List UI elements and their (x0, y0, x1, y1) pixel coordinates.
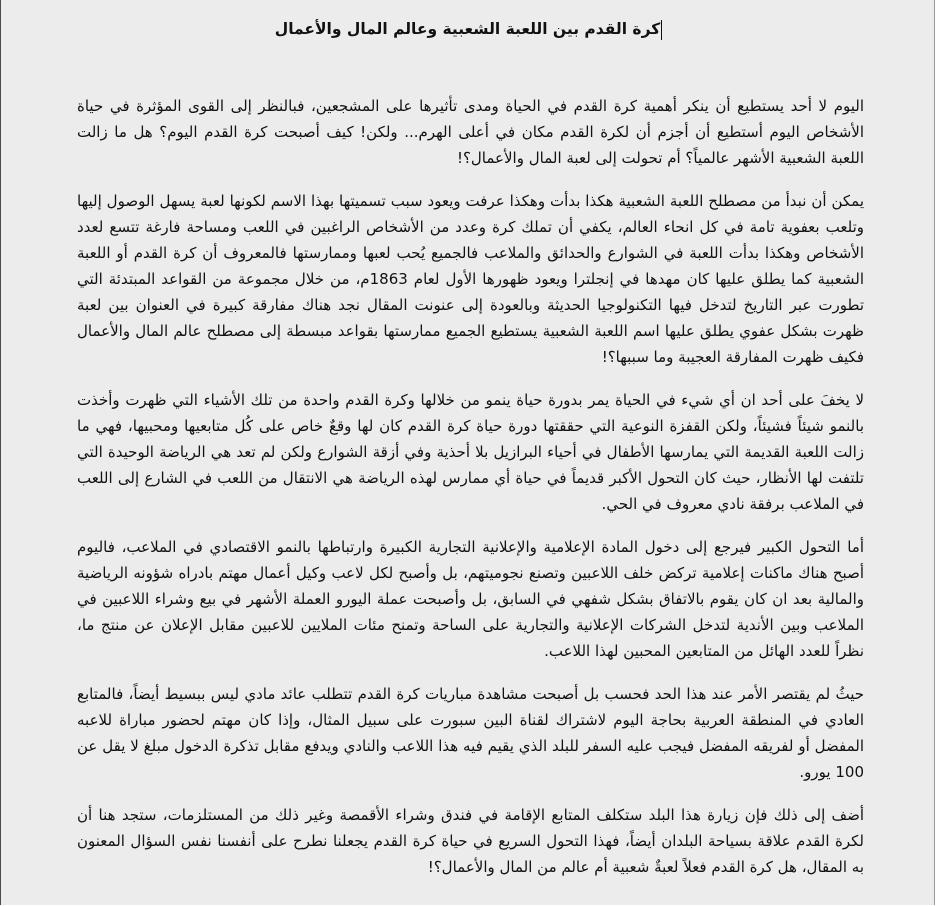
document-title-line (1, 14, 935, 44)
document-body[interactable] (77, 93, 864, 897)
document-title[interactable]: كرة القدم بين اللعبة الشعبية وعالم المال والأعمال (274, 20, 661, 38)
paragraph-2[interactable]: يمكن أن نبدأ من مصطلح اللعبة الشعبية هكذا بدأت وهكذا عرفت ويعود سبب تسميتها بهذا الاسم لكونها لعبة يسهل الوصول إليها وتلعب بعفوية تامة في كل انحاء العالم، يكفي أن تملك كرة وعدد من الأشخاص الراغبين في اللعب ومساحة فارغة تتسع لعدد الأشخاص وهكذا بدأت اللعبة في الشوارع والحدائق والملاعب فالجميع يُحب لعبها وممارستها فالمعروف أن كرة القدم أو اللعبة الشعبية كما يطلق عليها كان مهدها في إنجلترا ويعود ظهورها الأول لعام 1863م، من خلال مجموعة من القواعد المبتدئة التي تطورت عبر التاريخ لتدخل فيها التكنولوجيا الحديثة وبالعودة إلى عنونت المقال نجد هناك مفارقة كبيرة في العنوان بين لعبة ظهرت بشكل عفوي يطلق عليها اسم اللعبة الشعبية يستطيع الجميع ممارستها بقواعد مبسطة إلى مصطلح عالم المال والأعمال فكيف ظهرت المفارقة العجيبة وما سببها؟! (77, 192, 864, 366)
paragraph-6[interactable]: أضف إلى ذلك فإن زيارة هذا البلد ستكلف المتابع الإقامة في فندق وشراء الأقمصة وغير ذلك من المستلزمات، ستجد هنا أن لكرة القدم علاقة بسياحة البلدان أيضاً، فهذا التحول السريع في حياة كرة القدم يجعلنا نطرح على أنفسنا نفس السؤال المعنون به المقال، هل كرة القدم فعلاً لعبةٌ شعبية أم عالم من المال والأعمال؟! (77, 806, 864, 876)
paragraph-1[interactable]: اليوم لا أحد يستطيع أن ينكر أهمية كرة القدم في الحياة ومدى تأثيرها على المشجعين، فبالنظر إلى القوى المؤثرة في حياة الأشخاص اليوم أستطيع أن أجزم أن لكرة القدم مكان في أعلى الهرم... ولكن! كيف أصبحت كرة القدم اليوم؟ هل ما زالت اللعبة الشعبية الأشهر عالمياً؟ أم تحولت إلى لعبة المال والأعمال؟! (77, 97, 864, 167)
paragraph-3[interactable]: لا يخفَ على أحد ان أي شيء في الحياة يمر بدورة حياة ينمو من خلالها وكرة القدم واحدة من تلك الأشياء التي ظهرت وأخذت بالنمو شيئاً فشيئاً، ولكن القفزة النوعية التي حققتها دورة حياة كرة القدم كان لها وقعٌ خاص على كُل متابعيها ومحبيها، فهي ما زالت اللعبة القديمة التي يمارسها الأطفال في أحياء البرازيل بلا أحذية وفي أزقة الشوارع ولكن لم تعد هي الرياضة الوحيدة التي تلتفت لها الأنظار، حيث كان التحول الأكبر قديماً في حياة أي ممارس لهذه الرياضة هي الانتقال من اللعب في الشارع إلى اللعب في الملاعب برفقة نادي معروف في الحي. (77, 391, 864, 513)
paragraph-5[interactable]: حيثُ لم يقتصر الأمر عند هذا الحد فحسب بل أصبحت مشاهدة مباريات كرة القدم تتطلب عائد مادي ليس ببسيط أيضاً، فالمتابع العادي في المنطقة العربية بحاجة اليوم لاشتراك لقناة البين سبورت على سبيل المثال، وإذا كان مهتم لحضور مباراة للاعبه المفضل أو لفريقه المفضل فيجب عليه السفر للبلد الذي يقيم فيه هذا اللاعب والنادي ويدفع مقابل تذكرة الدخول مبلغ لا يقل عن 100 يورو. (77, 685, 864, 781)
text-cursor (661, 20, 662, 40)
paragraph-4[interactable]: أما التحول الكبير فيرجع إلى دخول المادة الإعلامية والإعلانية التجارية الكبيرة وارتباطها بالنمو الاقتصادي في الملاعب، فاليوم أصبح هناك ماكنات إعلامية تركض خلف اللاعبين وتصنع نجوميتهم، بل وأصبح لكل لاعب وكيل أعمال مهتم بادراه شؤونه الرياضية والمالية بعد ان كان يقوم بالاتفاق بشكل شفهي في السابق، بل وأصبحت عملة اليورو العملة الأشهر في بيع وشراء اللاعبين في الملاعب وبين الأندية لتدخل الشركات الإعلانية والتجارية على الساحة وتمنح مئات الملايين للاعبين مقابل الإعلان عن منتج ما، نظراً للعدد الهائل من المتابعين المحبين لهذا اللاعب. (77, 538, 864, 660)
